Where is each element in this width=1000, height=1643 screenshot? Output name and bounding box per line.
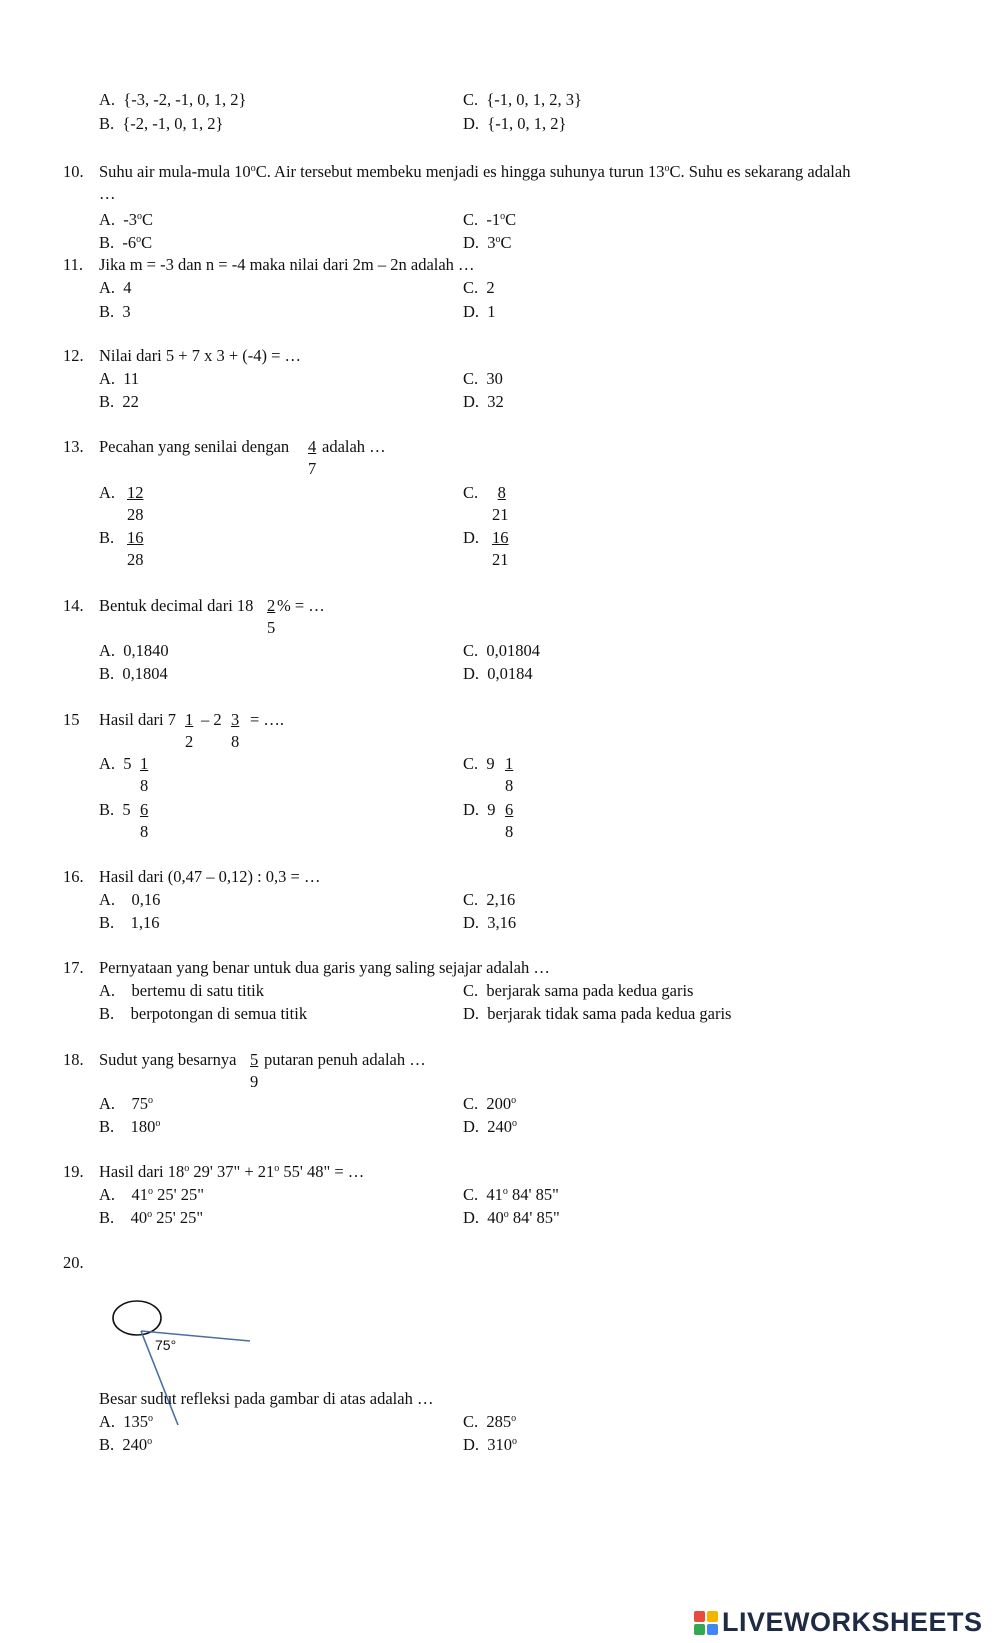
q13-option-d-fraction[interactable]: $\frac{16}{21}$ [492,528,509,569]
q16-option-b[interactable]: B. 1,16 [99,913,160,932]
q11-option-b[interactable]: B. 3 [99,302,131,321]
q11-number: 11. [63,255,84,274]
q9-option-d[interactable]: D. {-1, 0, 1, 2} [463,114,567,133]
q14-option-a[interactable]: A. 0,1840 [99,641,169,660]
q18-option-a[interactable]: A. 75$^o$ [99,1094,154,1113]
q15-option-d-fraction[interactable]: $\frac{6}{8}$ [505,800,514,841]
q13-option-b-label[interactable]: B. [99,528,115,547]
q11-option-c[interactable]: C. 2 [463,278,495,297]
q12-option-d[interactable]: D. 32 [463,392,504,411]
q19-number: 19. [63,1162,84,1181]
q12-option-c[interactable]: C. 30 [463,369,503,388]
q17-option-c[interactable]: C. berjarak sama pada kedua garis [463,981,694,1000]
q20-option-b[interactable]: B. 240$^o$ [99,1435,153,1454]
q16-option-d[interactable]: D. 3,16 [463,913,517,932]
q17-text: Pernyataan yang benar untuk dua garis yang saling sejajar adalah … [99,958,550,977]
q19-option-a[interactable]: A. 41$^o$ 25' 25" [99,1185,205,1204]
q11-text: Jika m = -3 dan n = -4 maka nilai dari 2m – 2n adalah … [99,255,475,274]
liveworksheets-icon [694,1611,718,1635]
q14-number: 14. [63,596,84,615]
q17-option-b[interactable]: B. berpotongan di semua titik [99,1004,308,1023]
q11-option-d[interactable]: D. 1 [463,302,496,321]
q12-option-b[interactable]: B. 22 [99,392,139,411]
q18-option-c[interactable]: C. 200$^o$ [463,1094,517,1113]
q13-option-a-fraction[interactable]: $\frac{12}{28}$ [127,483,144,524]
q16-option-c[interactable]: C. 2,16 [463,890,516,909]
q13-number: 13. [63,437,84,456]
q14-option-c[interactable]: C. 0,01804 [463,641,541,660]
q13-option-c-label[interactable]: C. [463,483,479,502]
q9-option-a[interactable]: A. {-3, -2, -1, 0, 1, 2} [99,90,247,109]
q20-angle-diagram [105,1300,265,1430]
q20-option-a[interactable]: A. 135$^o$ [99,1412,154,1431]
q10-option-c[interactable]: C. -1$^o$C [463,210,517,229]
q15-text: Hasil dari 7 [99,710,176,729]
liveworksheets-wordmark: LIVEWORKSHEETS [722,1607,983,1637]
q20-text: Besar sudut refleksi pada gambar di atas adalah … [99,1389,434,1408]
q14-text: Bentuk decimal dari 18 [99,596,254,615]
q19-option-b[interactable]: B. 40$^o$ 25' 25" [99,1208,204,1227]
q15-option-a-label[interactable]: A. 5 [99,754,132,773]
q9-option-b[interactable]: B. {-2, -1, 0, 1, 2} [99,114,224,133]
q15-option-a-fraction[interactable]: $\frac{1}{8}$ [140,754,149,795]
q19-text: Hasil dari 18$^o$ 29' 37" + $21^o$ 55' 48" = … [99,1162,365,1181]
q13-text-end: adalah … [322,437,386,456]
q16-option-a[interactable]: A. 0,16 [99,890,161,909]
q14-option-b[interactable]: B. 0,1804 [99,664,168,683]
q15-option-c-fraction[interactable]: $\frac{1}{8}$ [505,754,514,795]
q10-text: Suhu air mula-mula 10$^o$C. Air tersebut membeku menjadi es hingga suhunya turun 13$^o$C. Suhu es sekarang adalah [99,162,851,181]
q18-option-b[interactable]: B. 180$^o$ [99,1117,161,1136]
q15-fraction-2: $\frac{3}{8}$ [231,710,240,751]
q18-option-d[interactable]: D. 240$^o$ [463,1117,518,1136]
q15-fraction-1: $\frac{1}{2}$ [185,710,194,751]
q14-text-end: % = … [277,596,325,615]
q17-option-d[interactable]: D. berjarak tidak sama pada kedua garis [463,1004,732,1023]
q13-option-c-fraction[interactable]: $\frac{8}{21}$ [492,483,509,524]
q10-option-a[interactable]: A. -3$^o$C [99,210,154,229]
q14-fraction: $\frac{2}{5}$ [267,596,276,637]
q18-fraction: $\frac{5}{9}$ [250,1050,259,1091]
logo-square-yellow [707,1611,718,1622]
q15-minus: – 2 [201,710,222,729]
angle-arc-circle [113,1301,161,1335]
logo-square-blue [707,1624,718,1635]
q14-option-d[interactable]: D. 0,0184 [463,664,533,683]
q15-option-c-label[interactable]: C. 9 [463,754,495,773]
q18-number: 18. [63,1050,84,1069]
q20-option-d[interactable]: D. 310$^o$ [463,1435,518,1454]
q20-option-c[interactable]: C. 285$^o$ [463,1412,517,1431]
q15-number: 15 [63,710,80,729]
q13-text: Pecahan yang senilai dengan [99,437,290,456]
angle-label: 75° [155,1337,177,1353]
q15-option-d-label[interactable]: D. 9 [463,800,496,819]
liveworksheets-logo[interactable] [694,1607,983,1638]
q19-option-c[interactable]: C. 41$^o$ 84' 85" [463,1185,559,1204]
q11-option-a[interactable]: A. 4 [99,278,132,297]
q10-number: 10. [63,162,84,181]
logo-square-green [694,1624,705,1635]
q17-option-a[interactable]: A. bertemu di satu titik [99,981,264,1000]
q10-option-b[interactable]: B. -6$^o$C [99,233,153,252]
q13-option-a-label[interactable]: A. [99,483,116,502]
q12-text: Nilai dari 5 + 7 x 3 + (-4) = … [99,346,302,365]
logo-square-red [694,1611,705,1622]
q15-option-b-label[interactable]: B. 5 [99,800,131,819]
q20-number: 20. [63,1253,84,1272]
q12-number: 12. [63,346,84,365]
q18-text-end: putaran penuh adalah … [264,1050,426,1069]
q10-option-d[interactable]: D. 3$^o$C [463,233,512,252]
q16-text: Hasil dari (0,47 – 0,12) : 0,3 = … [99,867,321,886]
q13-option-d-label[interactable]: D. [463,528,480,547]
q15-text-end: = …. [250,710,285,729]
q16-number: 16. [63,867,84,886]
q12-option-a[interactable]: A. 11 [99,369,140,388]
q13-fraction: $\frac{4}{7}$ [308,437,317,478]
q17-number: 17. [63,958,84,977]
q9-option-c[interactable]: C. {-1, 0, 1, 2, 3} [463,90,582,109]
q18-text: Sudut yang besarnya [99,1050,237,1069]
q10-text-continued: … [99,184,116,203]
q15-option-b-fraction[interactable]: $\frac{6}{8}$ [140,800,149,841]
q19-option-d[interactable]: D. 40$^o$ 84' 85" [463,1208,560,1227]
q13-option-b-fraction[interactable]: $\frac{16}{28}$ [127,528,144,569]
